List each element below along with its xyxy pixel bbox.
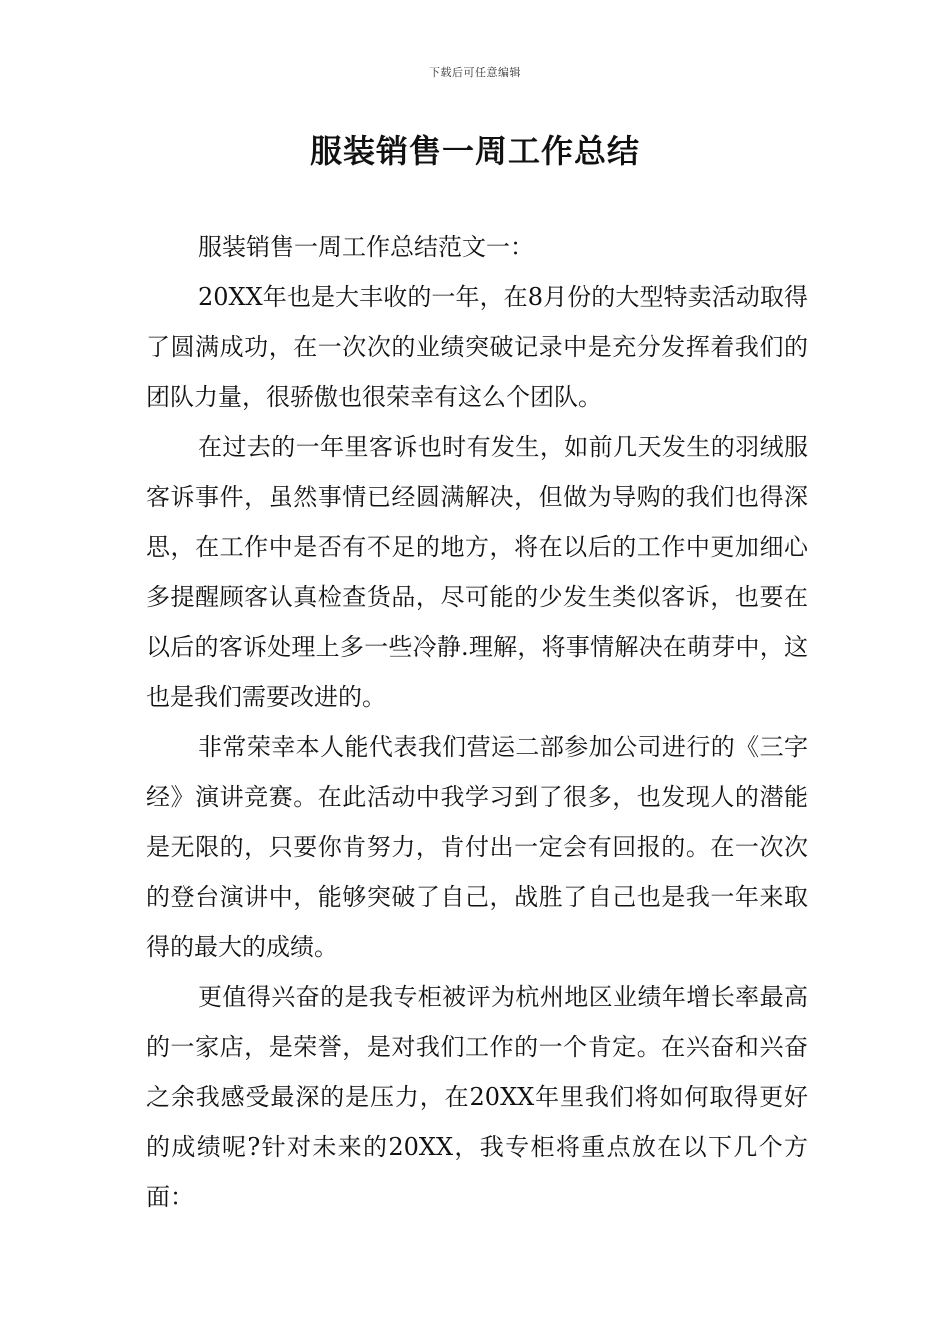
document-body — [146, 222, 808, 1222]
header-note: 下载后可任意编辑 — [429, 66, 521, 79]
paragraph-2: 在过去的一年里客诉也时有发生，如前几天发生的羽绒服客诉事件，虽然事情已经圆满解决，但做为导购的我们也得深思，在工作中是否有不足的地方，将在以后的工作中更加细心多提醒顾客认真检查货品，尽可能的少发生类似客诉，也要在以后的客诉处理上多一些冷静.理解，将事情解决在萌芽中，这也是我们需要改进的。 — [146, 433, 808, 711]
paragraph-4: 更值得兴奋的是我专柜被评为杭州地区业绩年增长率最高的一家店，是荣誉，是对我们工作的一个肯定。在兴奋和兴奋之余我感受最深的是压力，在20XX年里我们将如何取得更好的成绩呢?针对未来的20XX，我专柜将重点放在以下几个方面： — [146, 983, 808, 1211]
paragraph-intro: 服装销售一周工作总结范文一： — [198, 233, 534, 261]
paragraph-1: 20XX年也是大丰收的一年，在8月份的大型特卖活动取得了圆满成功，在一次次的业绩突破记录中是充分发挥着我们的团队力量，很骄傲也很荣幸有这么个团队。 — [146, 283, 808, 411]
page-title: 服装销售一周工作总结 — [309, 132, 640, 170]
paragraph-3: 非常荣幸本人能代表我们营运二部参加公司进行的《三字经》演讲竞赛。在此活动中我学习到了很多，也发现人的潜能是无限的，只要你肯努力，肯付出一定会有回报的。在一次次的登台演讲中，能够突破了自己，战胜了自己也是我一年来取得的最大的成绩。 — [146, 733, 808, 961]
